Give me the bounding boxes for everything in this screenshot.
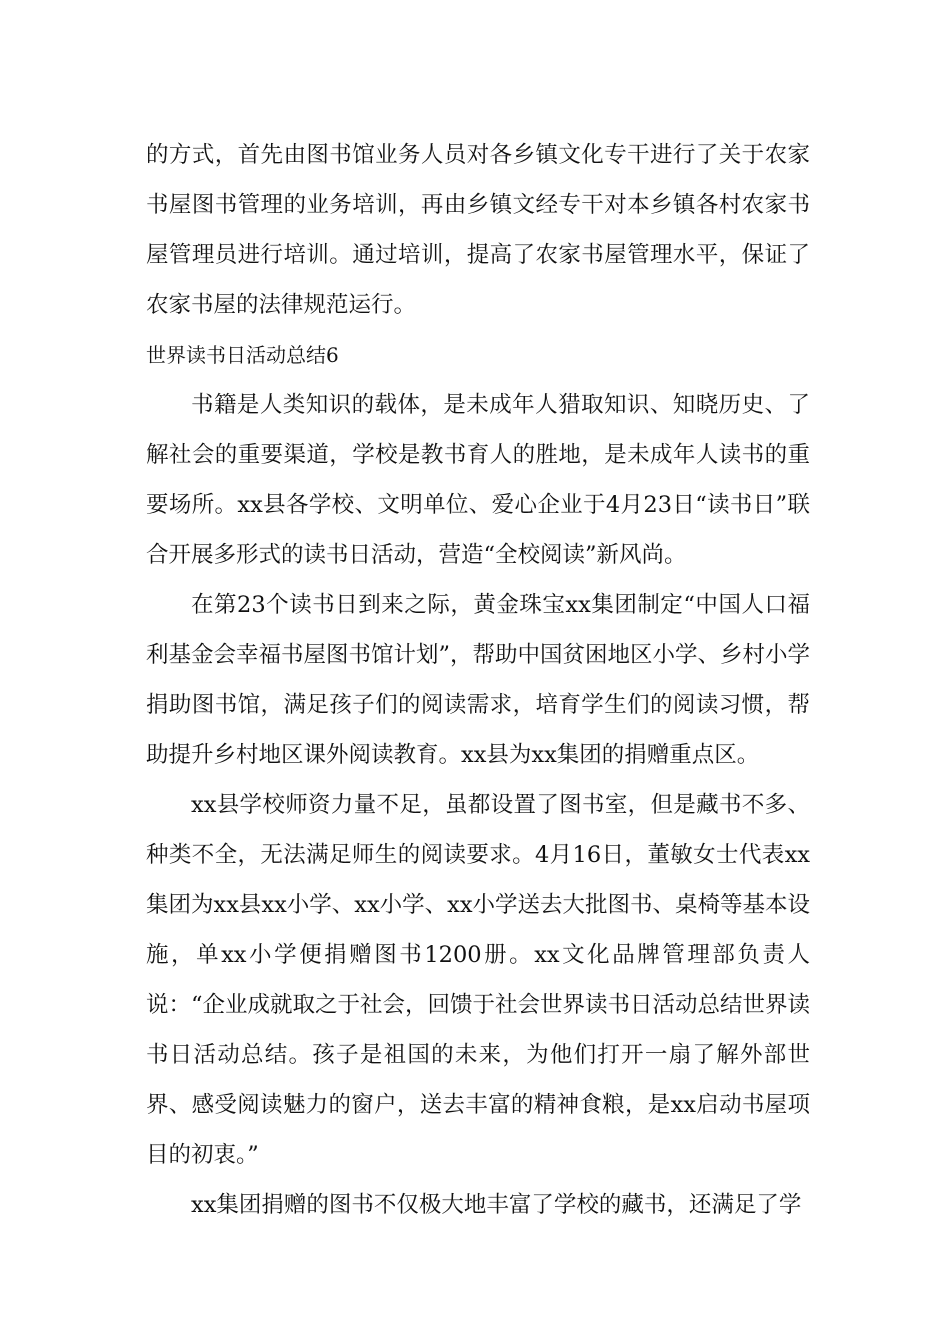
- paragraph-school-donation: xx县学校师资力量不足，虽都设置了图书室，但是藏书不多、种类不全，无法满足师生的阅读要求。4月16日，董敏女士代表xx集团为xx县xx小学、xx小学、xx小学送去大批图书、桌椅等基本设施，单xx小学便捐赠图书1200册。xx文化品牌管理部负责人说：“企业成就取之于社会，回馈于社会世界读书日活动总结世界读书日活动总结。孩子是祖国的未来，为他们打开一扇了解外部世界、感受阅读魅力的窗户，送去丰富的精神食粮，是xx启动书屋项目的初衷。”: [146, 792, 811, 1168]
- document-body: [146, 130, 810, 1230]
- paragraph-group-donation: xx集团捐赠的图书不仅极大地丰富了学校的藏书，还满足了学: [191, 1192, 802, 1218]
- paragraph-reading-day-23: 在第23个读书日到来之际，黄金珠宝xx集团制定“中国人口福利基金会幸福书屋图书馆计划”，帮助中国贫困地区小学、乡村小学捐助图书馆，满足孩子们的阅读需求，培育学生们的阅读习惯，帮助提升乡村地区课外阅读教育。xx县为xx集团的捐赠重点区。: [146, 592, 811, 768]
- paragraph-books-knowledge: 书籍是人类知识的载体，是未成年人猎取知识、知晓历史、了解社会的重要渠道，学校是教书育人的胜地，是未成年人读书的重要场所。xx县各学校、文明单位、爱心企业于4月23日“读书日”联合开展多形式的读书日活动，营造“全校阅读”新风尚。: [146, 392, 810, 568]
- section-title: 世界读书日活动总结6: [146, 343, 339, 367]
- paragraph-continuation: 的方式，首先由图书馆业务人员对各乡镇文化专干进行了关于农家书屋图书管理的业务培训，再由乡镇文经专干对本乡镇各村农家书屋管理员进行培训。通过培训，提高了农家书屋管理水平，保证了农家书屋的法律规范运行。: [146, 142, 810, 318]
